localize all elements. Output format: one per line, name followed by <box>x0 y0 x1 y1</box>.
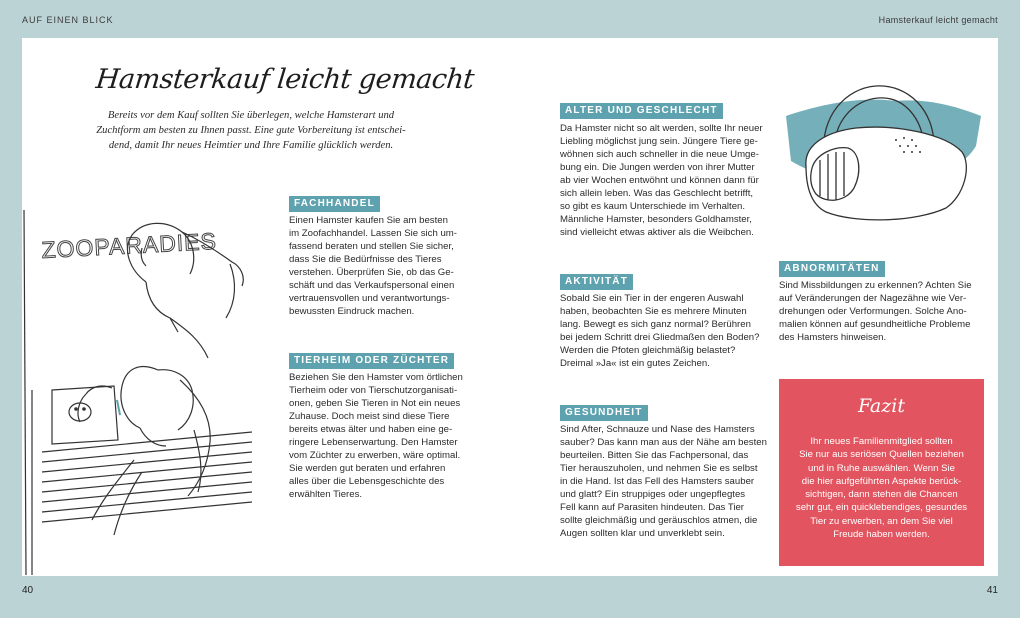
illustration-pet-carrier <box>776 76 986 236</box>
heading-alter: ALTER UND GESCHLECHT <box>560 103 723 119</box>
running-header-left: AUF EINEN BLICK <box>22 15 114 25</box>
heading-gesundheit: GESUNDHEIT <box>560 405 648 421</box>
text-alter: Da Hamster nicht so alt werden, sollte Ihr neuer Liebling möglichst jung sein. Jüngere Tiere ge- wöhnen sich auch schneller in die neue Umge- bung ein. Die Jungen werden von ihrer Mutter ab vier Wochen entwöhnt und können dann für sich allein leben. Was das Geschlecht betrifft, so gibt es kaum Unterschiede im Verhalten. Männliche Hamster, besonders Goldhamster, sind vielleicht etwas aktiver als die Weibchen. <box>560 123 763 238</box>
fazit-title: Fazit <box>858 395 905 417</box>
page-title: Hamsterkauf leicht gemacht <box>94 64 476 95</box>
intro-text: Bereits vor dem Kauf sollten Sie überlegen, welche Hamsterart und Zuchtform am besten zu Ihnen passt. Eine gute Vorbereitung ist entschei-dend, damit Ihr neues Heimtier und Ihre Familie glücklich werden. <box>96 110 406 151</box>
text-abnormitaeten: Sind Missbildungen zu erkennen? Achten Sie auf Veränderungen der Nagezähne wie Ver- drehungen oder Verformungen. Solche Ano- malien können auf gesundheitliche Probleme des Hamsters hinweisen. <box>779 280 972 343</box>
zooparadies-sign: ZOOPARADIES <box>40 227 218 263</box>
text-tierheim: Beziehen Sie den Hamster vom örtlichen Tierheim oder von Tierschutzorganisati- onen, geben Sie Tieren in Not ein neues Zuhause. Doch meist sind diese Tiere bereits etwas älter und haben eine ge- ringere Lebenserwartung. Den Hamster vom Züchter zu erwerben, wäre optimal. Sie werden gut beraten und erfahren alles über die Lebensgeschichte des erwählten Tieres. <box>289 372 463 500</box>
text-aktivitaet: Sobald Sie ein Tier in der engeren Auswahl haben, beobachten Sie es mehrere Minuten lang. Bewegt es sich ganz normal? Berühren bei jedem Schritt drei Gliedmaßen den Boden? Werden die Pfoten gleichmäßig belastet? Dreimal »Ja« ist ein gutes Zeichen. <box>560 293 760 369</box>
fazit-text: Ihr neues Familienmitglied sollten Sie nur aus seriösen Quellen beziehen und in Ruhe auswählen. Wenn Sie die hier aufgeführten Aspekte berück- sichtigen, dann stehen die Chancen sehr gut, ein quicklebendiges, gesundes Tier zu erwerben, an dem Sie viel Freude haben werden. <box>795 436 968 541</box>
heading-fachhandel: FACHHANDEL <box>289 196 380 212</box>
page-number-left: 40 <box>22 585 34 596</box>
heading-abnormitaeten: ABNORMITÄTEN <box>779 261 885 277</box>
page-number-right: 41 <box>986 585 998 596</box>
text-fachhandel: Einen Hamster kaufen Sie am besten im Zoofachhandel. Lassen Sie sich um- fassend beraten und stellen Sie sicher, dass Sie die Bedürfnisse des Tieres verstehen. Überprüfen Sie, ob das Ge- schäft und das Verkaufspersonal einen vertrauensvollen und verantwortungs- bewussten Eindruck machen. <box>289 215 457 317</box>
fazit-box <box>779 379 984 566</box>
heading-tierheim: TIERHEIM ODER ZÜCHTER <box>289 353 454 369</box>
running-header-right: Hamsterkauf leicht gemacht <box>878 15 998 25</box>
text-gesundheit: Sind After, Schnauze und Nase des Hamsters sauber? Das kann man aus der Nähe am besten beurteilen. Bitten Sie das Fachpersonal, das Tier herauszuholen, und nehmen Sie es selbst in die Hand. Ist das Fell des Hamsters sauber und glatt? Ein struppiges oder ungepflegtes Fell kann auf Parasiten hindeuten. Das Tier sollte gleichmäßig und geräuschlos atmen, die Augen sollten klar und unverklebt sein. <box>560 424 767 539</box>
heading-aktivitaet: AKTIVITÄT <box>560 274 633 290</box>
illustration-pet-shop <box>22 190 272 575</box>
